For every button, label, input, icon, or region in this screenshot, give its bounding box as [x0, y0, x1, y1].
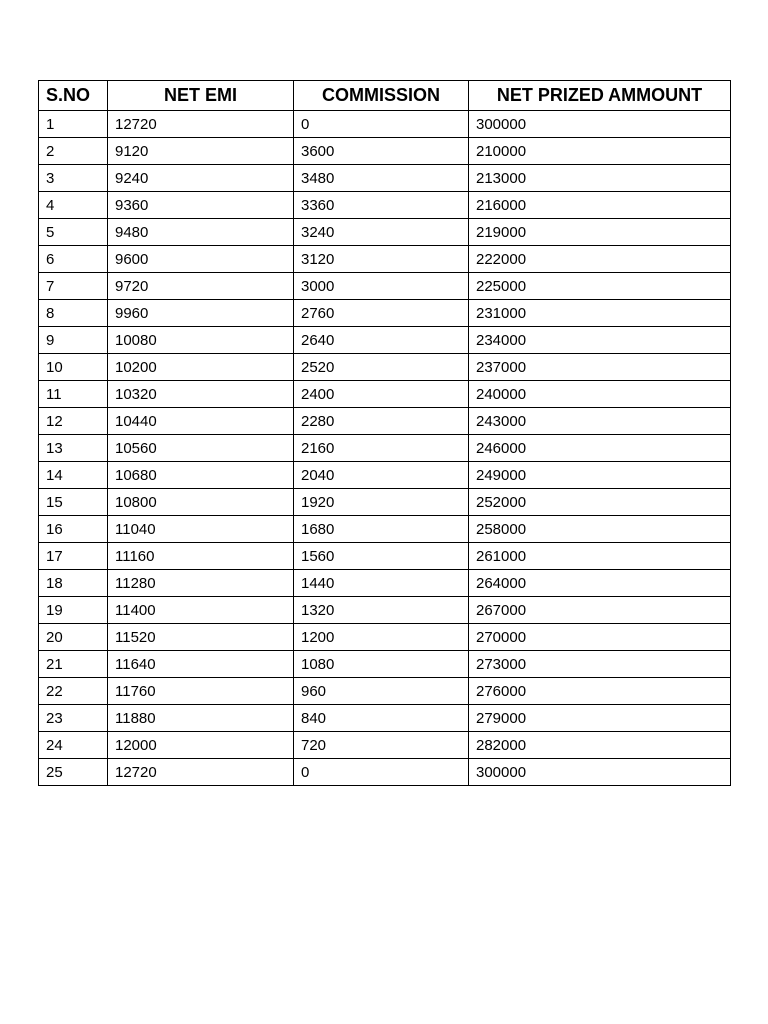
cell-net-prized-amount: 216000 [469, 192, 731, 219]
cell-commission: 1560 [294, 543, 469, 570]
table-row [39, 516, 731, 543]
cell-commission: 1680 [294, 516, 469, 543]
cell-net-emi: 9960 [108, 300, 294, 327]
cell-sno: 4 [39, 192, 108, 219]
cell-net-emi: 11880 [108, 705, 294, 732]
cell-net-emi: 10800 [108, 489, 294, 516]
cell-commission: 3480 [294, 165, 469, 192]
cell-commission: 720 [294, 732, 469, 759]
table-body [39, 111, 731, 786]
table-row [39, 705, 731, 732]
table-row [39, 138, 731, 165]
cell-sno: 17 [39, 543, 108, 570]
cell-net-emi: 10560 [108, 435, 294, 462]
cell-commission: 2400 [294, 381, 469, 408]
cell-net-prized-amount: 252000 [469, 489, 731, 516]
cell-sno: 13 [39, 435, 108, 462]
cell-commission: 0 [294, 111, 469, 138]
cell-commission: 2640 [294, 327, 469, 354]
cell-net-prized-amount: 234000 [469, 327, 731, 354]
cell-commission: 1440 [294, 570, 469, 597]
cell-net-prized-amount: 279000 [469, 705, 731, 732]
cell-sno: 5 [39, 219, 108, 246]
cell-net-prized-amount: 264000 [469, 570, 731, 597]
header-row [39, 81, 731, 111]
table-row [39, 597, 731, 624]
cell-net-emi: 12000 [108, 732, 294, 759]
cell-commission: 3240 [294, 219, 469, 246]
cell-sno: 14 [39, 462, 108, 489]
cell-net-prized-amount: 300000 [469, 111, 731, 138]
table-row [39, 570, 731, 597]
cell-sno: 15 [39, 489, 108, 516]
cell-net-emi: 12720 [108, 759, 294, 786]
cell-net-prized-amount: 225000 [469, 273, 731, 300]
cell-sno: 12 [39, 408, 108, 435]
cell-net-prized-amount: 240000 [469, 381, 731, 408]
cell-net-prized-amount: 273000 [469, 651, 731, 678]
cell-commission: 1080 [294, 651, 469, 678]
cell-commission: 3000 [294, 273, 469, 300]
cell-net-prized-amount: 246000 [469, 435, 731, 462]
cell-commission: 2280 [294, 408, 469, 435]
cell-net-prized-amount: 258000 [469, 516, 731, 543]
cell-commission: 2160 [294, 435, 469, 462]
cell-sno: 7 [39, 273, 108, 300]
table-row [39, 381, 731, 408]
cell-net-emi: 11520 [108, 624, 294, 651]
table-row [39, 192, 731, 219]
cell-sno: 22 [39, 678, 108, 705]
cell-sno: 25 [39, 759, 108, 786]
header-sno: S.NO [39, 81, 108, 111]
table-header [39, 81, 731, 111]
cell-net-emi: 12720 [108, 111, 294, 138]
cell-sno: 8 [39, 300, 108, 327]
cell-net-prized-amount: 210000 [469, 138, 731, 165]
table-row [39, 651, 731, 678]
cell-commission: 1920 [294, 489, 469, 516]
table-row [39, 246, 731, 273]
cell-net-emi: 10440 [108, 408, 294, 435]
cell-net-emi: 11640 [108, 651, 294, 678]
cell-net-emi: 11400 [108, 597, 294, 624]
cell-sno: 19 [39, 597, 108, 624]
cell-sno: 18 [39, 570, 108, 597]
cell-net-prized-amount: 270000 [469, 624, 731, 651]
table-row [39, 759, 731, 786]
table-row [39, 408, 731, 435]
cell-net-emi: 9120 [108, 138, 294, 165]
header-commission: COMMISSION [294, 81, 469, 111]
cell-net-prized-amount: 261000 [469, 543, 731, 570]
cell-commission: 1200 [294, 624, 469, 651]
header-net-emi: NET EMI [108, 81, 294, 111]
cell-sno: 11 [39, 381, 108, 408]
table-row [39, 327, 731, 354]
table-row [39, 543, 731, 570]
cell-sno: 10 [39, 354, 108, 381]
cell-commission: 960 [294, 678, 469, 705]
cell-net-emi: 9600 [108, 246, 294, 273]
cell-sno: 9 [39, 327, 108, 354]
header-net-prized-amount: NET PRIZED AMMOUNT [469, 81, 731, 111]
cell-commission: 3600 [294, 138, 469, 165]
cell-net-emi: 9720 [108, 273, 294, 300]
cell-net-emi: 11040 [108, 516, 294, 543]
table-row [39, 732, 731, 759]
cell-net-emi: 9240 [108, 165, 294, 192]
cell-net-prized-amount: 249000 [469, 462, 731, 489]
table-row [39, 111, 731, 138]
cell-net-emi: 10680 [108, 462, 294, 489]
cell-net-prized-amount: 219000 [469, 219, 731, 246]
table-row [39, 219, 731, 246]
cell-commission: 2040 [294, 462, 469, 489]
cell-net-emi: 10080 [108, 327, 294, 354]
cell-net-emi: 11160 [108, 543, 294, 570]
cell-net-prized-amount: 222000 [469, 246, 731, 273]
table-row [39, 462, 731, 489]
cell-sno: 2 [39, 138, 108, 165]
cell-sno: 1 [39, 111, 108, 138]
cell-commission: 3360 [294, 192, 469, 219]
cell-net-prized-amount: 267000 [469, 597, 731, 624]
cell-net-emi: 11280 [108, 570, 294, 597]
cell-sno: 6 [39, 246, 108, 273]
cell-net-prized-amount: 300000 [469, 759, 731, 786]
cell-sno: 23 [39, 705, 108, 732]
cell-sno: 16 [39, 516, 108, 543]
cell-commission: 840 [294, 705, 469, 732]
cell-net-prized-amount: 276000 [469, 678, 731, 705]
table-row [39, 273, 731, 300]
table-row [39, 489, 731, 516]
cell-net-prized-amount: 237000 [469, 354, 731, 381]
cell-net-emi: 10200 [108, 354, 294, 381]
cell-net-emi: 9360 [108, 192, 294, 219]
table-row [39, 354, 731, 381]
cell-commission: 3120 [294, 246, 469, 273]
table-row [39, 300, 731, 327]
cell-sno: 21 [39, 651, 108, 678]
cell-net-prized-amount: 213000 [469, 165, 731, 192]
cell-sno: 20 [39, 624, 108, 651]
cell-commission: 2760 [294, 300, 469, 327]
cell-commission: 2520 [294, 354, 469, 381]
cell-commission: 1320 [294, 597, 469, 624]
table-row [39, 678, 731, 705]
cell-net-prized-amount: 282000 [469, 732, 731, 759]
table-row [39, 435, 731, 462]
cell-net-emi: 11760 [108, 678, 294, 705]
table-row [39, 624, 731, 651]
cell-net-emi: 9480 [108, 219, 294, 246]
emi-table [38, 80, 731, 786]
cell-net-emi: 10320 [108, 381, 294, 408]
table-row [39, 165, 731, 192]
cell-sno: 3 [39, 165, 108, 192]
cell-net-prized-amount: 243000 [469, 408, 731, 435]
cell-sno: 24 [39, 732, 108, 759]
cell-commission: 0 [294, 759, 469, 786]
cell-net-prized-amount: 231000 [469, 300, 731, 327]
